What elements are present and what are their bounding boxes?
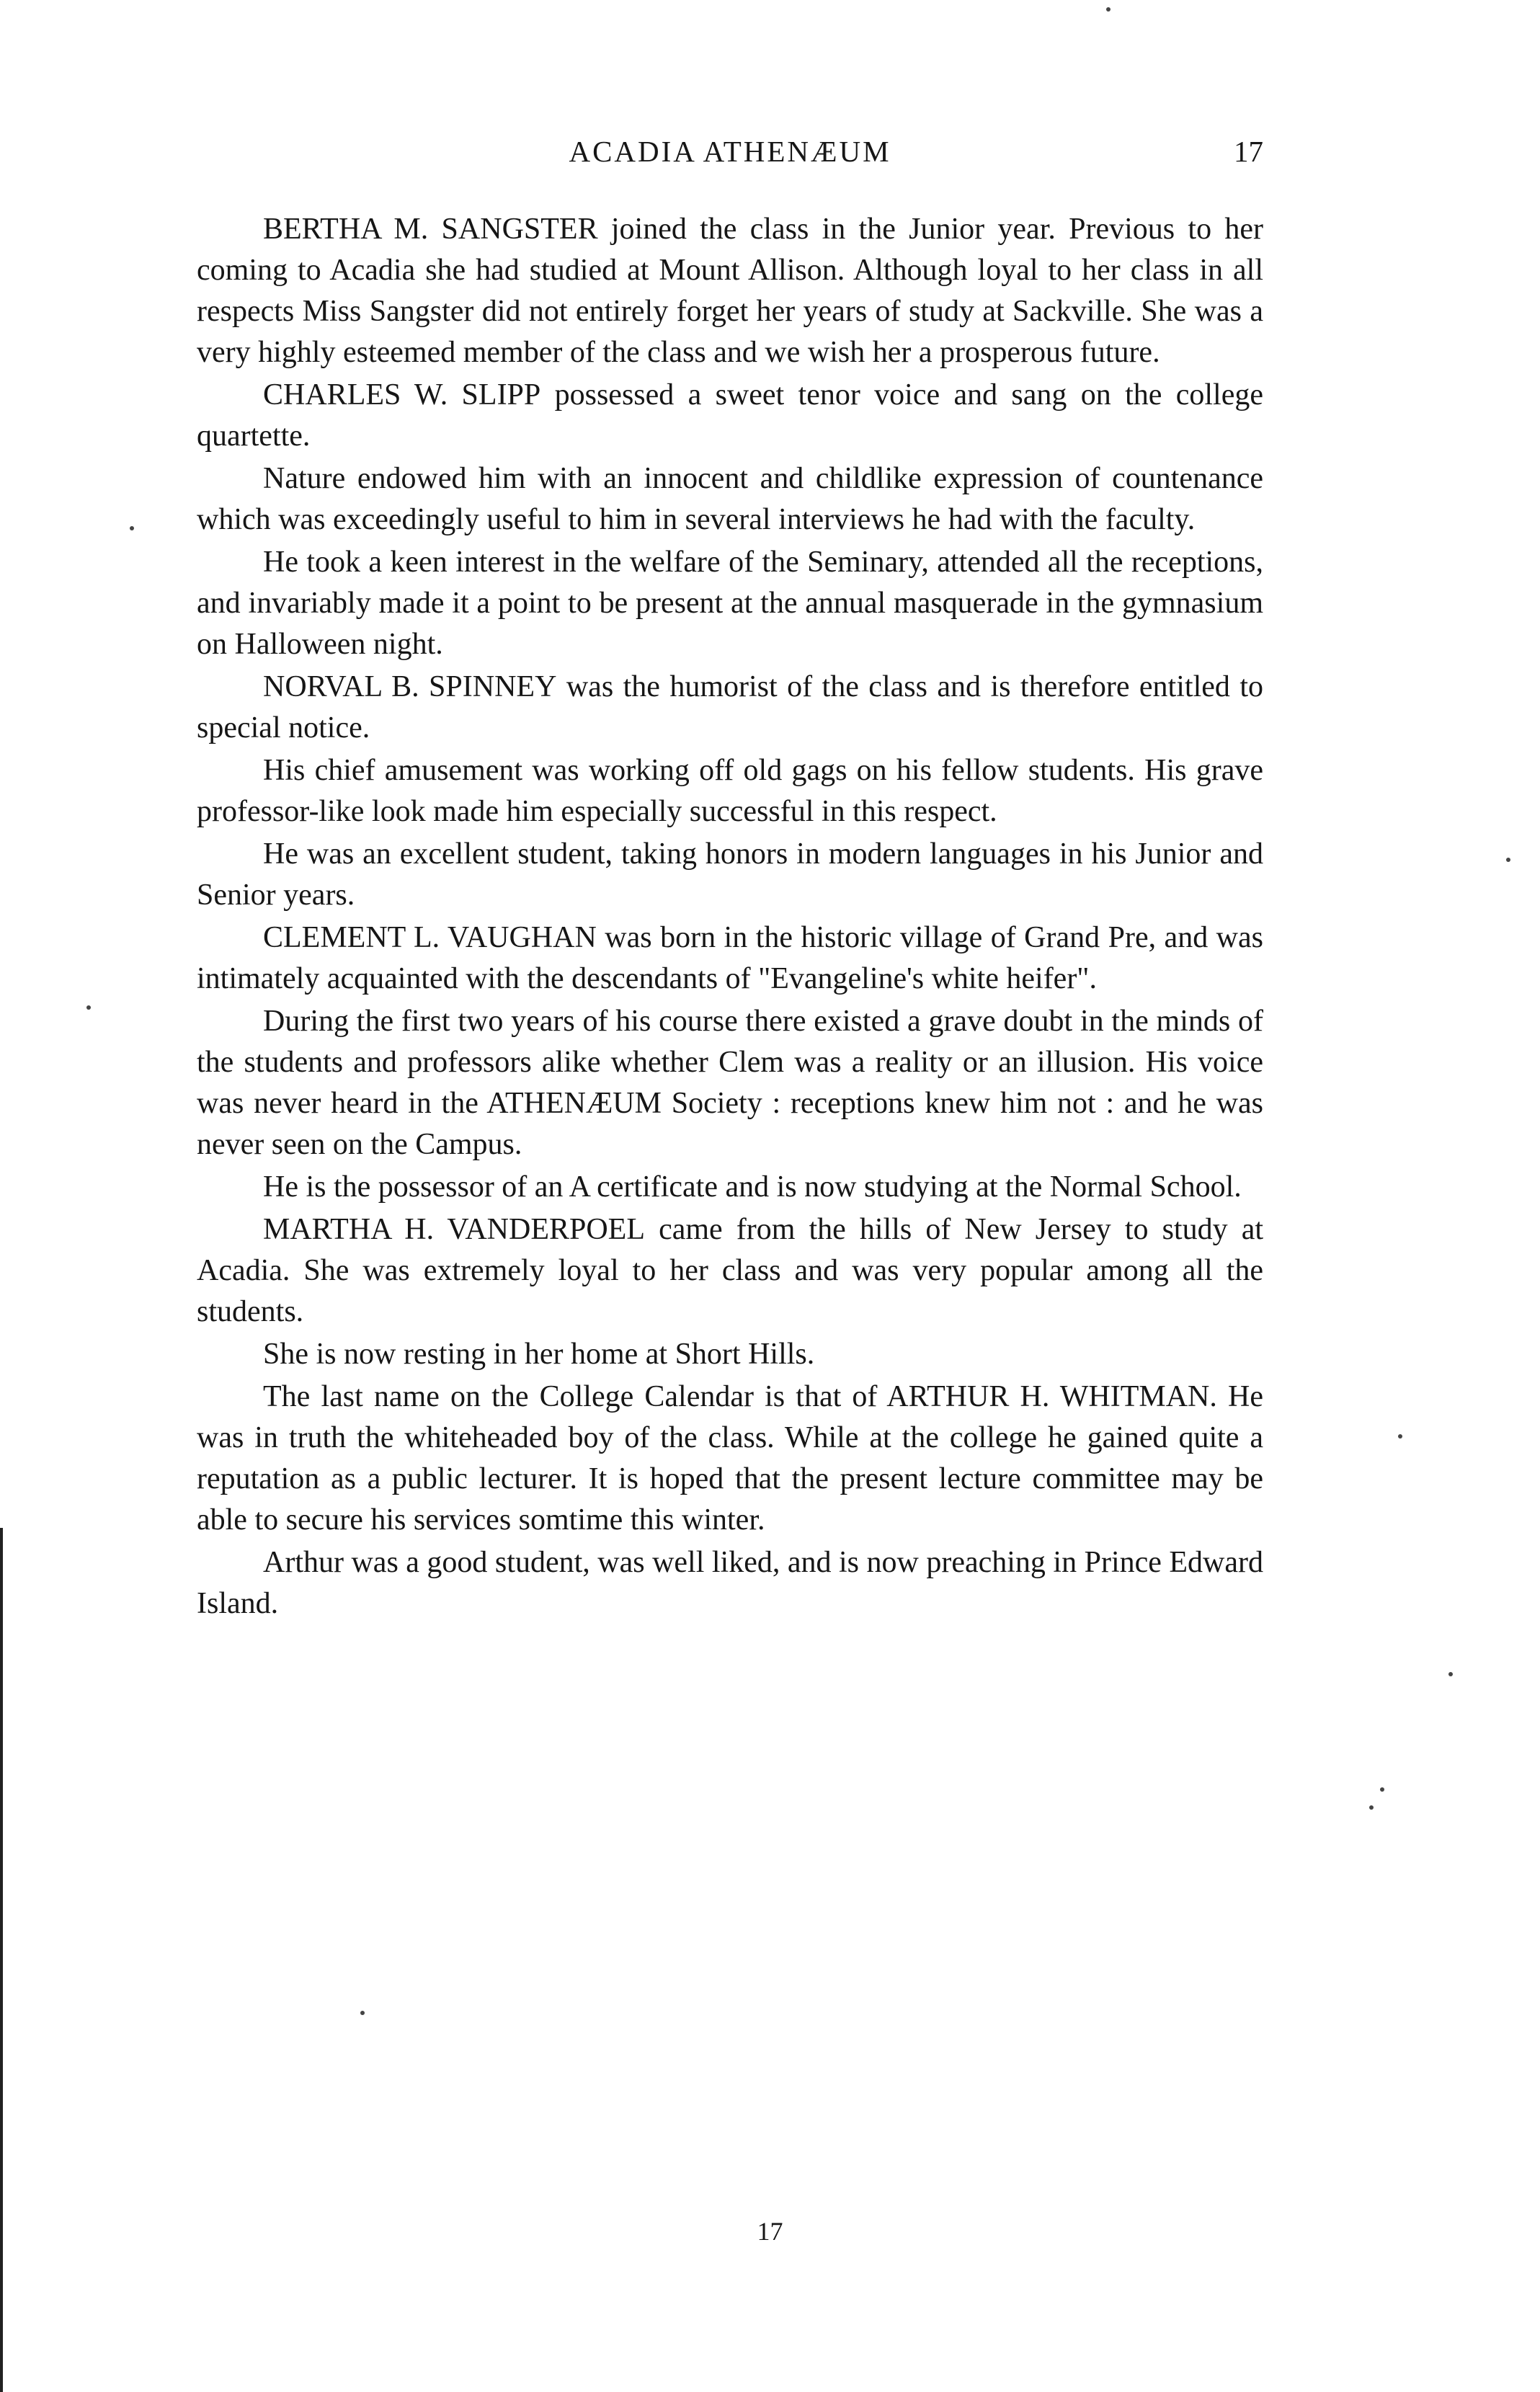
- paragraph-slipp-seminary: [197, 542, 1263, 665]
- scan-speck: [1380, 1787, 1384, 1792]
- paragraph-spinney-amusement: [197, 750, 1263, 832]
- running-page-number: 17: [1234, 135, 1263, 168]
- paragraph-whitman: [197, 1377, 1263, 1541]
- scan-speck: [1369, 1805, 1374, 1810]
- paragraph-text: She is now resting in her home at Short Hills.: [263, 1338, 815, 1371]
- paragraph-text: was the humorist of the class and is therefore entitled to special notice.: [197, 670, 1263, 744]
- paragraph-vaughan-course: [197, 1001, 1263, 1165]
- paragraph-vaughan: [197, 917, 1263, 1000]
- running-head: [197, 130, 1263, 173]
- running-title: ACADIA ATHENÆUM: [569, 135, 891, 168]
- paragraph-text: Arthur was a good student, was well liked, and is now preaching in Prince Edward Island.: [197, 1546, 1264, 1620]
- scan-edge-line: [0, 1528, 3, 2392]
- student-name: CHARLES W. SLIPP: [263, 378, 541, 412]
- scan-speck: [1398, 1434, 1402, 1439]
- paragraph-sangster: [197, 209, 1263, 373]
- paragraph-vanderpoel: [197, 1209, 1263, 1333]
- student-name: MARTHA H. VANDERPOEL: [263, 1213, 645, 1246]
- paragraph-slipp-expression: [197, 458, 1263, 541]
- paragraph-text: During the first two years of his course there existed a grave doubt in the minds of the students and professors alike whether Clem was a reality or an illusion. His voice was never heard in the ATHENÆUM Society : receptions knew him not : and he was never seen on the Campus.: [197, 1005, 1263, 1161]
- paragraph-text: joined the class in the Junior year. Previous to her coming to Acadia she had studied at Mount Allison. Although loyal to her class in all respects Miss Sangster did not entirely forget her years of study at Sackville. She was a very highly esteemed member of the class and we wish her a prosperous future.: [197, 213, 1263, 369]
- paragraph-whitman-preaching: [197, 1542, 1263, 1624]
- paragraph-text: His chief amusement was working off old gags on his fellow students. His grave professor-like look made him especially successful in this respect.: [197, 754, 1263, 828]
- paragraph-spinney-honors: [197, 834, 1263, 916]
- paragraph-slipp: [197, 375, 1263, 457]
- body-text: [197, 209, 1263, 1626]
- paragraph-text: came from the hills of New Jersey to study at Acadia. She was extremely loyal to her class and was very popular among all the students.: [197, 1213, 1263, 1328]
- paragraph-text: possessed a sweet tenor voice and sang on the college quartette.: [197, 378, 1263, 453]
- student-name: NORVAL B. SPINNEY: [263, 670, 557, 703]
- scan-speck: [1448, 1672, 1453, 1676]
- student-name: BERTHA M. SANGSTER: [263, 213, 598, 246]
- student-name: CLEMENT L. VAUGHAN: [263, 921, 597, 954]
- paragraph-text: He took a keen interest in the welfare of the Seminary, attended all the receptions, and invariably made it a point to be present at the annual masquerade in the gymnasium on Halloween night.: [197, 546, 1263, 661]
- paragraph-vanderpoel-home: [197, 1334, 1263, 1375]
- paragraph-text: He was an excellent student, taking honors in modern languages in his Junior and Senior years.: [197, 837, 1263, 912]
- paragraph-text: The last name on the College Calendar is that of ARTHUR H. WHITMAN. He was in truth the whiteheaded boy of the class. While at the college he gained quite a reputation as a public lecturer. It is hoped that the present lecture committee may be able to secure his services somtime this winter.: [197, 1380, 1263, 1537]
- scan-speck: [130, 526, 134, 530]
- paragraph-vaughan-certificate: [197, 1167, 1263, 1208]
- scan-speck: [360, 2011, 365, 2015]
- scan-speck: [1506, 858, 1510, 862]
- scan-speck: [1106, 7, 1111, 12]
- scan-speck: [86, 1005, 91, 1010]
- paragraph-text: Nature endowed him with an innocent and childlike expression of countenance which was exceedingly useful to him in several interviews he had with the faculty.: [197, 462, 1263, 536]
- paragraph-text: was born in the historic village of Grand Pre, and was intimately acquainted with the descendants of "Evangeline's white heifer".: [197, 921, 1263, 995]
- paragraph-text: He is the possessor of an A certificate and is now studying at the Normal School.: [263, 1170, 1242, 1204]
- folio-page-number: 17: [757, 2217, 783, 2246]
- paragraph-spinney: [197, 667, 1263, 749]
